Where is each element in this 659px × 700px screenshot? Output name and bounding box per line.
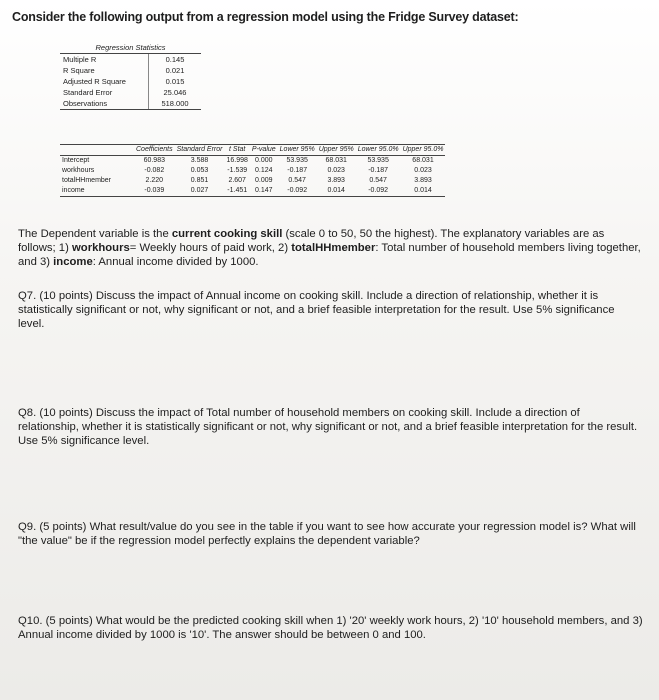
intro-text: Consider the following output from a regression model using the Fridge Survey dataset: [12, 10, 519, 24]
table-row: Multiple R 0.145 [60, 54, 201, 66]
question-9: Q9. (5 points) What result/value do you see in the table if you want to see how accurate your regression model is? What will "the value" be if the regression model perfectly explains the dependent variable? [18, 521, 636, 547]
question-8: Q8. (10 points) Discuss the impact of Total number of household members on cooking skill. Include a direction of relationship, whether it is statistically significant or not, why significant or not, and a brief feasible interpretation for the result. Use 5% significance level. [18, 407, 638, 447]
coefficients-table [60, 144, 445, 197]
table-row: Standard Error 25.046 [60, 87, 201, 98]
table-row: workhours -0.082 0.053 -1.539 0.124 -0.187 0.023 -0.187 0.023 [62, 167, 432, 174]
regression-statistics-table [60, 42, 201, 110]
table-row: Intercept 60.983 3.588 16.998 0.000 53.935 68.031 53.935 68.031 [62, 157, 434, 164]
table-row: Observations 518.000 [60, 98, 201, 110]
question-7: Q7. (10 points) Discuss the impact of Annual income on cooking skill. Include a direction of relationship, whether it is statistically significant or not, why significant or not, and a brief feasible interpretation for the result. Use 5% significance level. [18, 290, 615, 330]
regression-statistics-title: Regression Statistics [60, 42, 201, 54]
table-row: Adjusted R Square 0.015 [60, 76, 201, 87]
table-row: income -0.039 0.027 -1.451 0.147 -0.092 0.014 -0.092 0.014 [60, 186, 445, 197]
question-10: Q10. (5 points) What would be the predicted cooking skill when 1) '20' weekly work hours, 2) '10' household members, and 3) Annual income divided by 1000 is '10'. The answer should be between 0 and 100. [18, 615, 643, 641]
dependent-variable-description: The Dependent variable is the current cooking skill (scale 0 to 50, 50 the highest). The explanatory variables are as follows; 1) workhours= Weekly hours of paid work, 2) totalHHmember: Total number of household members living together, and 3) income: Annual income divided by 1000. [18, 228, 641, 268]
table-row: totalHHmember 2.220 0.851 2.607 0.009 0.547 3.893 0.547 3.893 [62, 177, 432, 184]
table-row: R Square 0.021 [60, 65, 201, 76]
table-header-row: Coefficients Standard Error t Stat P-value Lower 95% Upper 95% Lower 95.0% Upper 95.0% [60, 145, 445, 156]
